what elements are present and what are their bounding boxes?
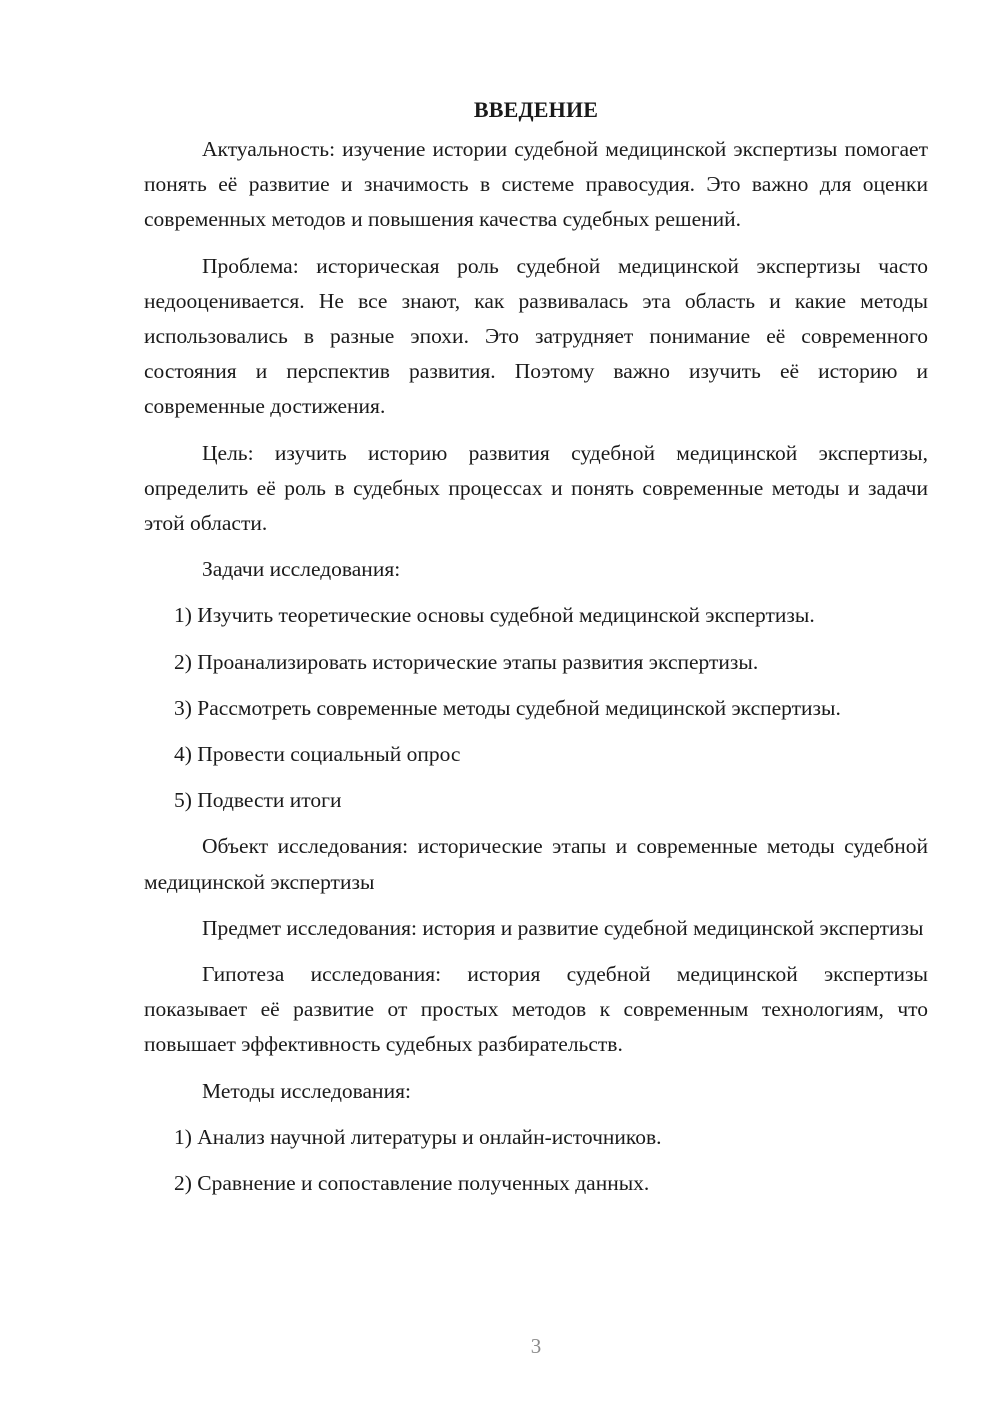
- page-number: 3: [530, 1334, 542, 1358]
- tasks-title: Задачи исследования:: [202, 557, 401, 582]
- task-item-1: 1) Изучить теоретические основы судебной медицинской экспертизы.: [174, 603, 815, 628]
- problem-paragraph: Проблема: историческая роль судебной медицинской экспертизы часто недооценивается. Не все знают, как развивалась эта область и какие методы использовались в разные эпохи. Это затрудняет понимание её современного состояния и перспектив развития. Поэтому важно изучить её историю и современные достижения.: [144, 253, 928, 419]
- task-item-5: 5) Подвести итоги: [174, 788, 342, 813]
- subject-paragraph: Предмет исследования: история и развитие судебной медицинской экспертизы: [202, 915, 924, 940]
- methods-title: Методы исследования:: [202, 1078, 411, 1103]
- task-item-2: 2) Проанализировать исторические этапы развития экспертизы.: [174, 649, 759, 674]
- goal-paragraph: Цель: изучить историю развития судебной медицинской экспертизы, определить её роль в судебных процессах и понять современные методы и задачи этой области.: [144, 440, 928, 536]
- method-item-2: 2) Сравнение и сопоставление полученных данных.: [174, 1171, 650, 1196]
- section-heading: ВВЕДЕНИЕ: [473, 97, 599, 122]
- task-item-4: 4) Провести социальный опрос: [174, 742, 461, 767]
- hypothesis-paragraph: Гипотеза исследования: история судебной медицинской экспертизы показывает её развитие от простых методов к современным технологиям, что повышает эффективность судебных разбирательств.: [144, 962, 928, 1057]
- document-page: [144, 92, 928, 1212]
- method-item-1: 1) Анализ научной литературы и онлайн-источников.: [174, 1124, 662, 1149]
- object-paragraph: Объект исследования: исторические этапы и современные методы судебной медицинской экспертизы: [144, 834, 928, 894]
- task-item-3: 3) Рассмотреть современные методы судебной медицинской экспертизы.: [174, 695, 841, 720]
- relevance-paragraph: Актуальность: изучение истории судебной медицинской экспертизы помогает понять её развитие и значимость в системе правосудия. Это важно для оценки современных методов и повышения качества судебных решений.: [144, 137, 928, 232]
